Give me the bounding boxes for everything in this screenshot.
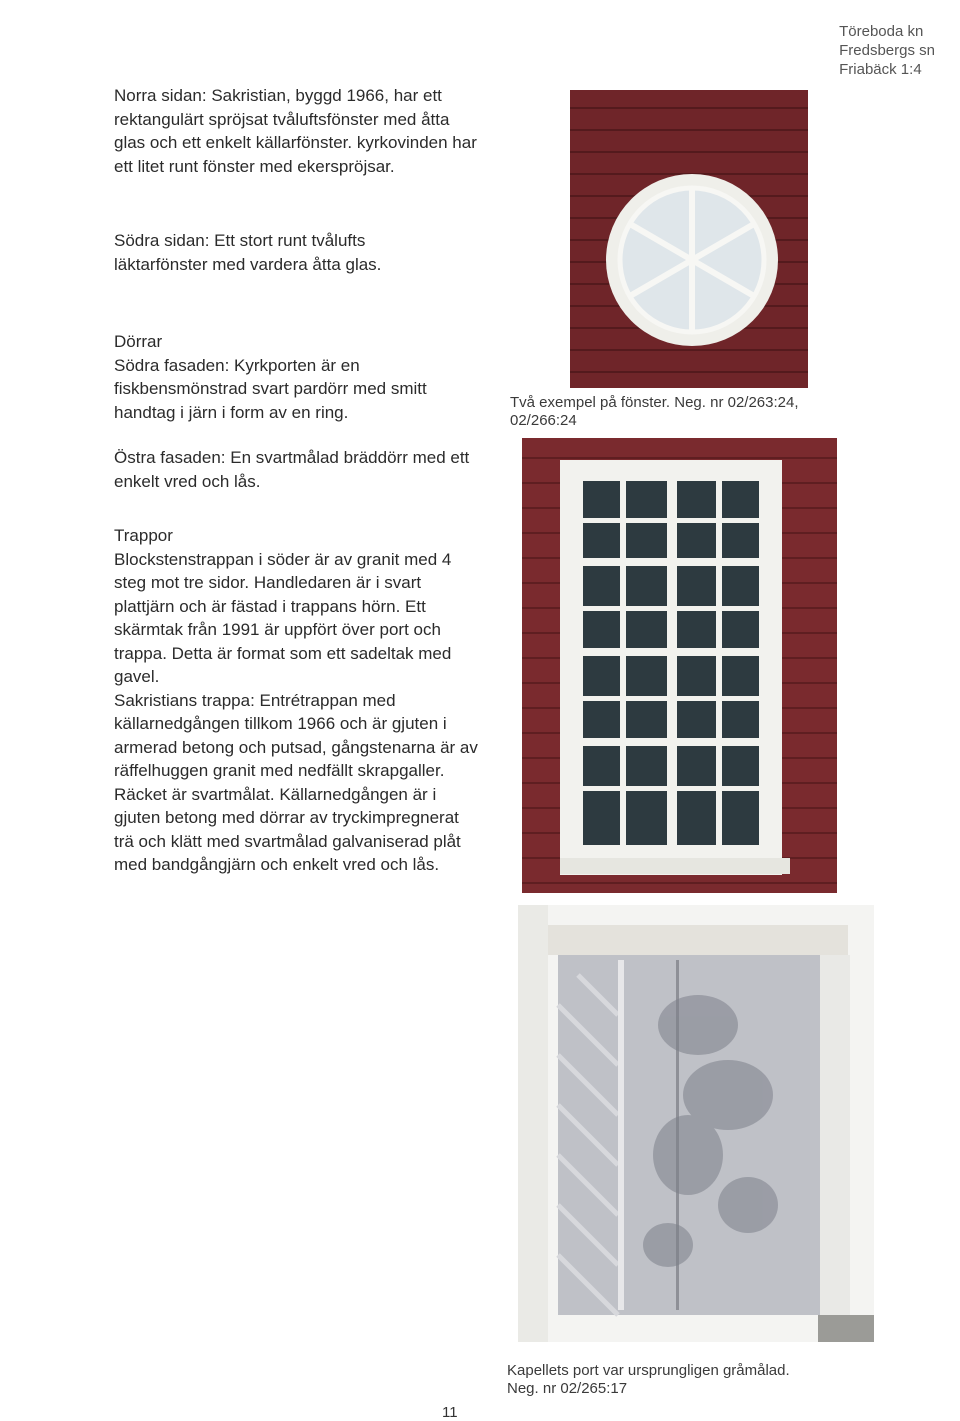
tall-window-illustration (522, 438, 837, 893)
header-parish: Fredsbergs sn (839, 42, 935, 59)
document-header (839, 22, 935, 79)
trappor-text: Blockstenstrappan i söder är av granit med 4 steg mot tre sidor. Handledaren är i svart plattjärn och är fästad i trappans hörn. Ett skärmtak från 1991 är uppfört över port och trappa. Detta är format som ett sadeltak med gavel. (114, 549, 452, 686)
section-trappor (114, 524, 482, 877)
sodra-sidan-text: Södra sidan: Ett stort runt tvålufts läktarfönster med vardera åtta glas. (114, 231, 382, 274)
windows-caption-line1: Två exempel på fönster. Neg. nr 02/263:24, (510, 394, 799, 411)
header-municipality: Töreboda kn (839, 23, 924, 40)
page-number: 11 (442, 1404, 458, 1421)
sakristian-trappa-text: Sakristians trappa: Entrétrappan med källarnedgången tillkom 1966 och är gjuten i armerad betong och putsad, gångstenarna är av räffelhuggen granit med nedfällt skrapgaller. Räcket är svartmålat. Källarnedgången är i gjuten betong med dörrar av tryckimpregnerat trä och klätt med svartmålad galvaniserad plåt med bandgångjärn och enkelt vred och lås. (114, 690, 478, 874)
door-illustration (518, 905, 874, 1342)
dorrar-sodra-text: Södra fasaden: Kyrkporten är en fiskbensmönstrad svart pardörr med smitt handtag i järn i form av en ring. (114, 355, 427, 422)
header-property: Friabäck 1:4 (839, 61, 922, 78)
section-dorrar (114, 330, 489, 424)
tall-window-photo (522, 438, 837, 893)
section-norra-sidan (114, 84, 484, 178)
round-window-illustration (570, 90, 808, 388)
dorrar-ostra-text: Östra fasaden: En svartmålad bräddörr med ett enkelt vred och lås. (114, 448, 470, 491)
door-caption (507, 1362, 790, 1398)
windows-caption (510, 394, 799, 430)
dorrar-heading: Dörrar (114, 332, 163, 351)
door-caption-line1: Kapellets port var ursprungligen gråmålad. (507, 1362, 790, 1379)
section-sodra-sidan (114, 229, 444, 276)
trappor-heading: Trappor (114, 526, 173, 545)
norra-sidan-text: Norra sidan: Sakristian, byggd 1966, har ett rektangulärt spröjsat tvåluftsfönster med åtta glas och ett enkelt källarfönster. kyrkovinden har ett litet runt fönster med ekerspröjsar. (114, 86, 477, 176)
section-dorrar-ostra (114, 446, 474, 493)
door-caption-line2: Neg. nr 02/265:17 (507, 1380, 628, 1397)
windows-caption-line2: 02/266:24 (510, 412, 577, 429)
round-window-photo (570, 90, 808, 388)
door-photo (518, 905, 874, 1342)
